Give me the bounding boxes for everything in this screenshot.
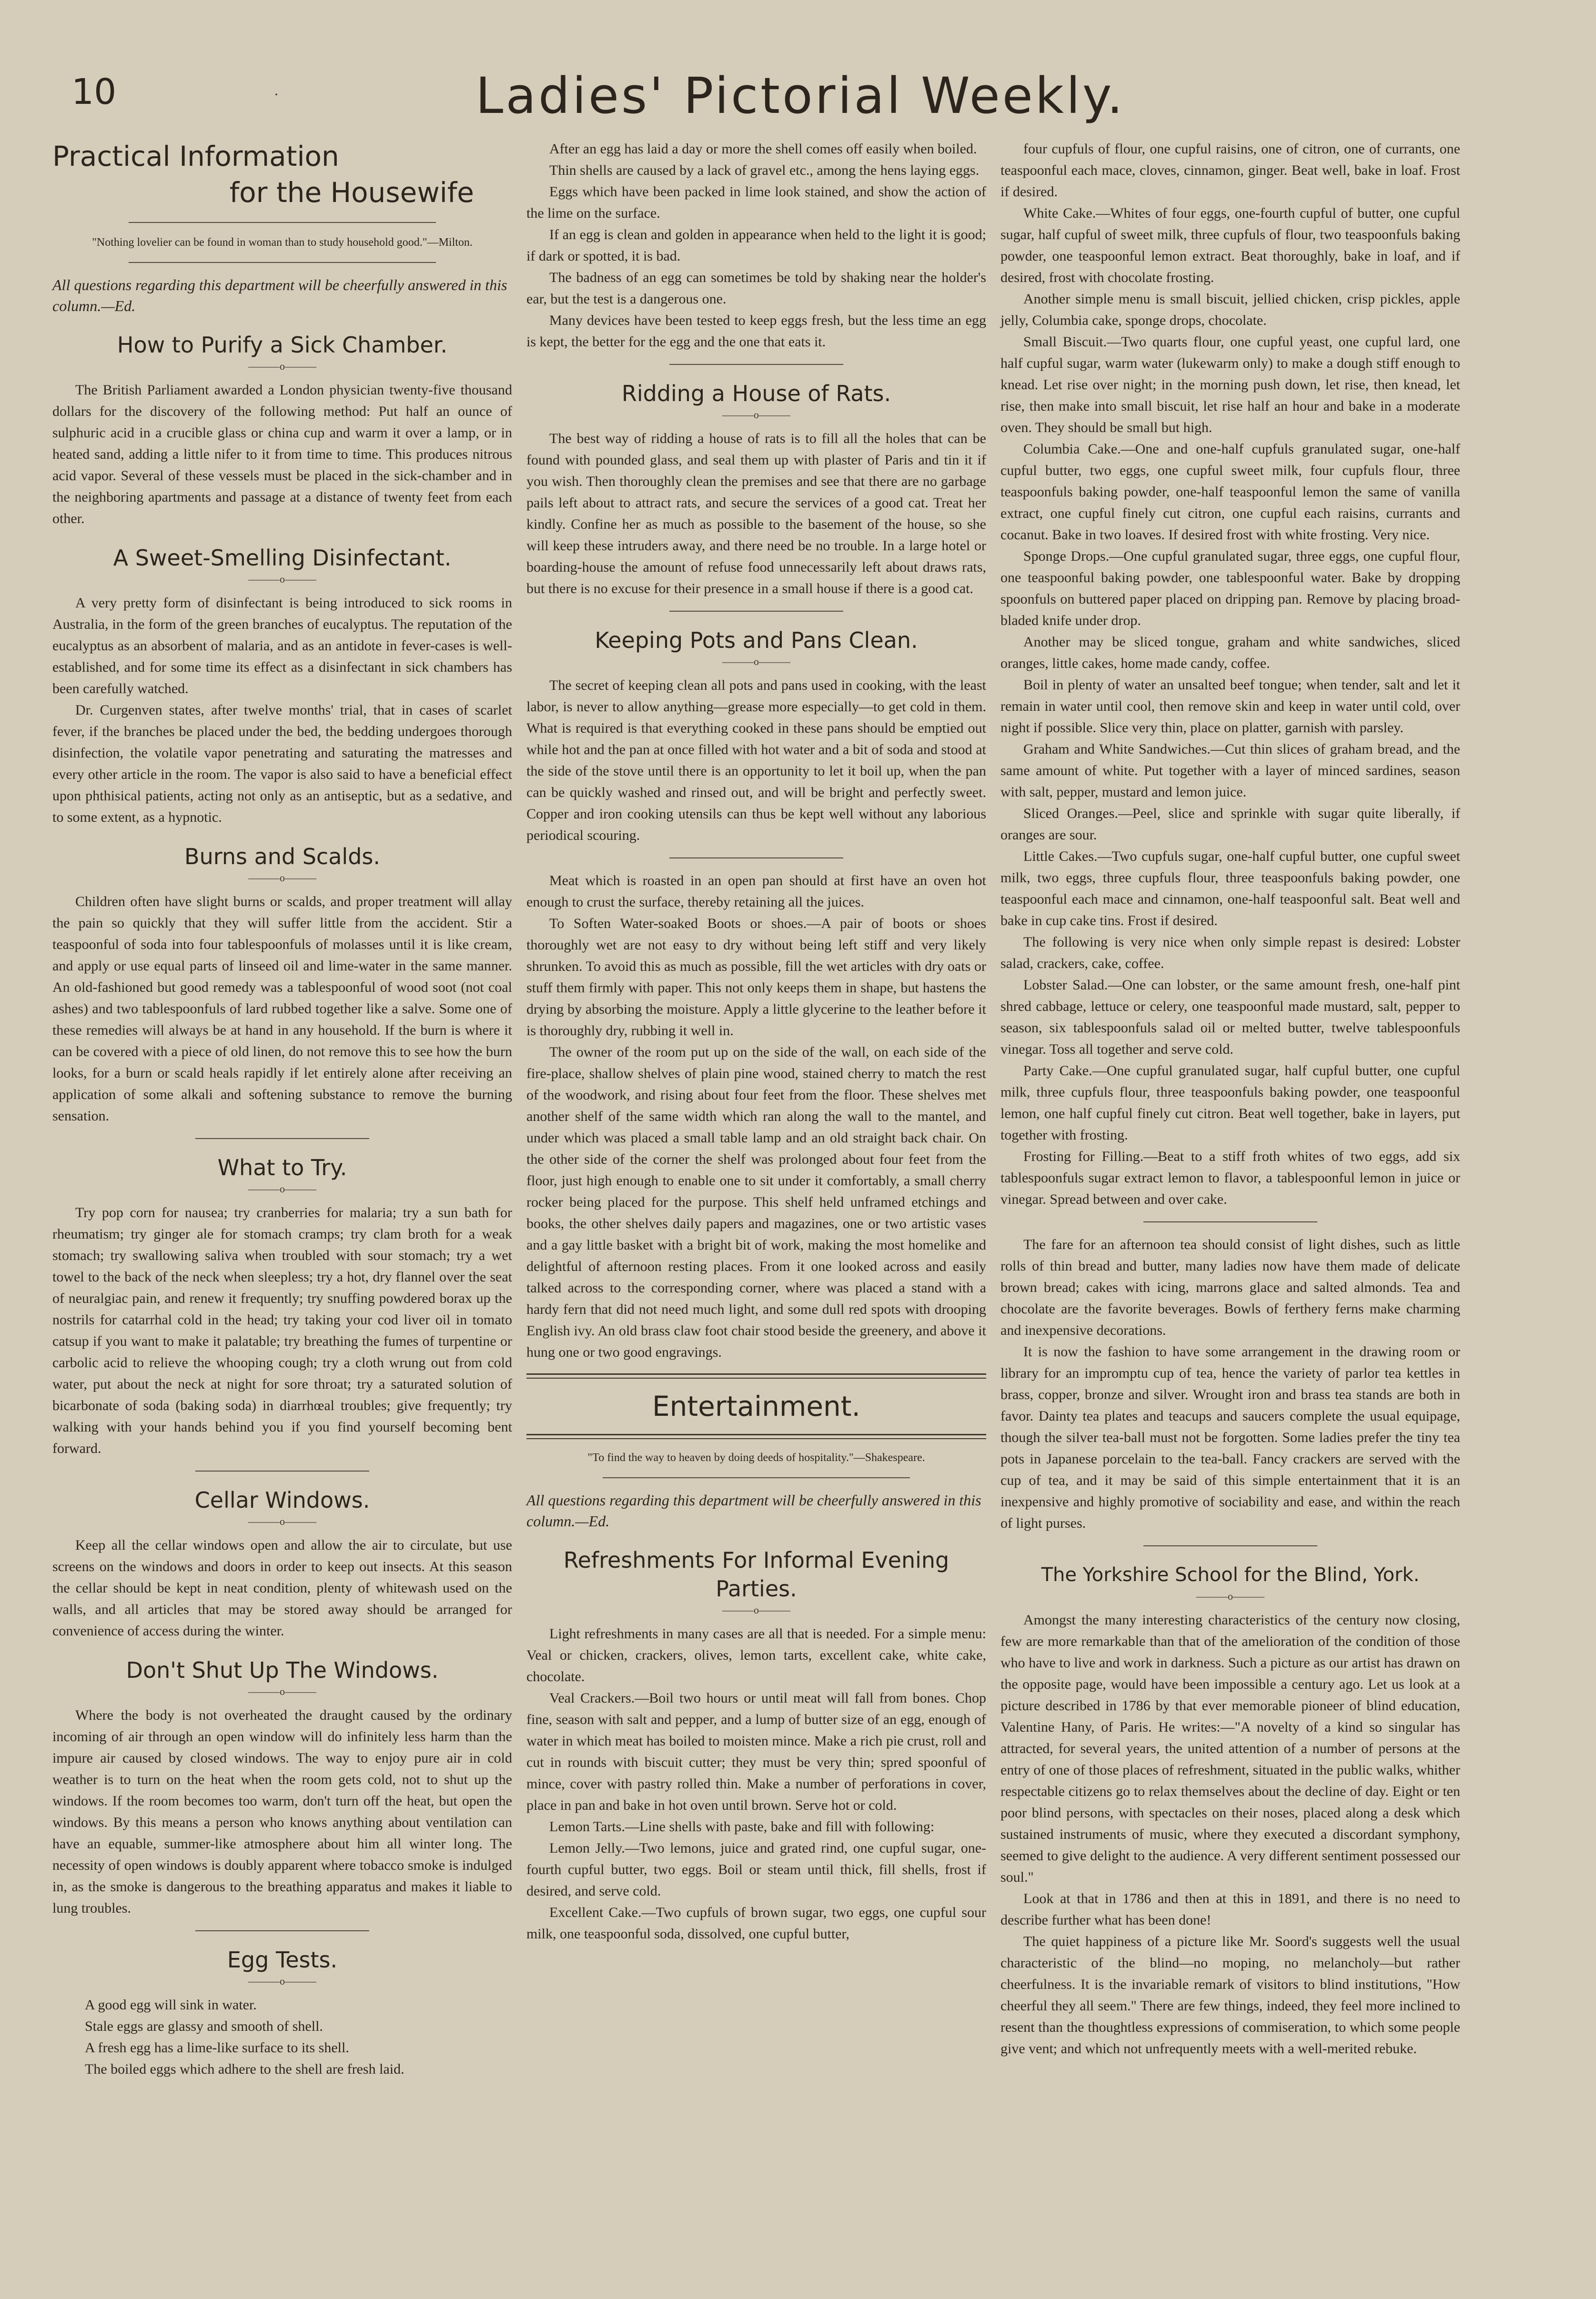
paragraph: Meat which is roasted in an open pan should at first have an oven hot enough to crust the surface, thereby retaining all the juices. bbox=[526, 873, 986, 910]
epigraph: "Nothing lovelier can be found in woman than to study household good."—Milton. bbox=[92, 236, 473, 249]
divider bbox=[195, 1471, 369, 1472]
paragraph: Light refreshments in many cases are all that is needed. For a simple menu: Veal or chicken, crackers, olives, lemon tarts, excellent cake, white cake, chocolate. bbox=[526, 1626, 986, 1684]
heading-egg-tests: Egg Tests. bbox=[227, 1947, 338, 1973]
paragraph: Frosting for Filling.—Beat to a stiff froth whites of two eggs, add six tablespoonfuls sugar extract lemon to flavor, a tablespoonful lemon in juice or vinegar. Spread between and over cake. bbox=[1000, 1149, 1460, 1207]
header-dot: · bbox=[274, 87, 279, 102]
paragraph: Amongst the many interesting characteristics of the century now closing, few are more remarkable than that of the amelioration of the condition of those who have to live and work in darkness. Such a picture as our artist has drawn on the opposite page, would have been impossible a century ago. Let us look at a picture described in 1786 by that ever memorable pioneer of blind education, Valentine Hany, of Paris. He writes:—"A novelty of a kind so singular has attracted, for several years, the united attention of a number of persons at the entry of one of those places of refreshment, situated in the public walks, whither respectable citizens go to relax themselves about the decline of day. Eight or ten poor blind persons, with spectacles on their noses, placed along a desk which sustained instruments of music, where they executed a discordant symphony, seemed to give delight to the audience. A very different sentiment possessed our soul." bbox=[1000, 1612, 1460, 1885]
column-2 bbox=[526, 138, 986, 1945]
title-line-1: Practical Information bbox=[52, 140, 339, 172]
paragraph: If an egg is clean and golden in appearance when held to the light it is good; if dark or spotted, it is bad. bbox=[526, 227, 986, 264]
heading-rats: Ridding a House of Rats. bbox=[621, 381, 891, 406]
divider bbox=[1143, 1221, 1317, 1222]
ornament: ———o——— bbox=[248, 1975, 316, 1987]
section-divider bbox=[526, 1373, 986, 1379]
section-title-practical-information bbox=[52, 138, 512, 211]
divider bbox=[669, 611, 843, 612]
editor-note: All questions regarding this department will be cheerfully answered in this column.—Ed. bbox=[526, 1492, 981, 1530]
title-line-2: for the Housewife bbox=[229, 176, 474, 209]
paragraph: Look at that in 1786 and then at this in 1891, and there is no need to describe further what has been done! bbox=[1000, 1891, 1460, 1928]
paragraph: Sliced Oranges.—Peel, slice and sprinkle with sugar quite liberally, if oranges are sour. bbox=[1000, 806, 1460, 843]
list-item: Stale eggs are glassy and smooth of shell. bbox=[85, 2018, 323, 2034]
paragraph: Veal Crackers.—Boil two hours or until meat will fall from bones. Chop fine, season with salt and pepper, and a lump of butter size of an egg, enough of water in which meat has boiled to moisten mince. Make a rich pie crust, roll and cut in rounds with biscuit cutter; they must be very thin; spred spoonful of mince, cover with pastry rolled thin. Make a number of perforations in cover, place in pan and bake in hot oven until brown. Serve hot or cold. bbox=[526, 1690, 986, 1813]
paragraph: Excellent Cake.—Two cupfuls of brown sugar, two eggs, one cupful sour milk, one teaspoonful soda, dissolved, one cupful butter, bbox=[526, 1905, 986, 1942]
paragraph: Little Cakes.—Two cupfuls sugar, one-half cupful butter, one cupful sweet milk, two eggs, three cupfuls flour, three teaspoonfuls baking powder, one teaspoonful each mace and cinnamon, one-half teaspoonful salt. Beat well and bake in cup cake tins. Frost if desired. bbox=[1000, 848, 1460, 928]
paragraph: Thin shells are caused by a lack of gravel etc., among the hens laying eggs. bbox=[549, 162, 980, 178]
ornament: ———o——— bbox=[248, 573, 316, 585]
paragraph: After an egg has laid a day or more the shell comes off easily when boiled. bbox=[549, 141, 977, 157]
divider bbox=[1143, 1545, 1317, 1546]
paragraph: The secret of keeping clean all pots and pans used in cooking, with the least labor, is never to allow anything—grease more especially—to get cold in them. What is required is that everything cooked in these pans should be emptied out while hot and the pan at once filled with hot water and a bit of soda and stood at the side of the stove until there is an opportunity to let it boil up, when the pan can be quickly washed and rinsed out, and will be bright and perfectly sweet. Copper and iron cooking utensils can thus be kept well without any laborious periodical scouring. bbox=[526, 677, 986, 843]
heading-entertainment: Entertainment. bbox=[652, 1390, 860, 1422]
heading-burns-scalds: Burns and Scalds. bbox=[184, 844, 380, 869]
paragraph: Eggs which have been packed in lime look stained, and show the action of the lime on the surface. bbox=[526, 184, 986, 221]
divider bbox=[669, 857, 843, 858]
paragraph: It is now the fashion to have some arrangement in the drawing room or library for an impromptu cup of tea, hence the variety of parlor tea kettles in brass, copper, bronze and silver. Wrought iron and brass tea stands are both in favor. Dainty tea plates and teacups and saucers complete the usual equipage, though the silver tea-ball must not be forgotten. Some ladies prefer the tiny tea pots in Japanese porcelain to the tea-ball. Fancy crackers are served with the cup of tea, and it may be said of this simple entertainment that it is an inexpensive and highly promotive of sociability and ease, and within the reach of light purses. bbox=[1000, 1344, 1460, 1531]
paragraph: Boil in plenty of water an unsalted beef tongue; when tender, salt and let it remain in water until cool, then remove skin and keep in water until cold, over night if possible. Slice very thin, place on platter, garnish with parsley. bbox=[1000, 677, 1460, 736]
section-divider bbox=[526, 1434, 986, 1439]
paragraph: The British Parliament awarded a London physician twenty-five thousand dollars for the discovery of the following method: Put half an ounce of sulphuric acid in a crucible glass or china cup and warm it over a lamp, or in heated sand, adding a little nifer to it from time to time. This produces nitrous acid vapor. Several of these vessels must be placed in the sick-chamber and in the neighboring apartments and passage at a distance of twenty feet from each other. bbox=[52, 382, 512, 526]
ornament: ———o——— bbox=[248, 872, 316, 884]
paragraph: The best way of ridding a house of rats is to fill all the holes that can be found with pounded glass, and seal them up with plaster of Paris and tin it if you wish. Then thoroughly clean the premises and see that there are no garbage pails left about to attract rats, and secure the services of a good cat. Treat her kindly. Confine her as much as possible to the basement of the house, so she will keep these intruders away, and there need be no trouble. In a large hotel or boarding-house the amount of refuse food unnecessarily left about draws rats, but there is no excuse for their presence in a small house if there is a good cat. bbox=[526, 431, 986, 596]
heading-cellar-windows: Cellar Windows. bbox=[194, 1487, 370, 1513]
paragraph: The quiet happiness of a picture like Mr. Soord's suggests well the usual characteristic of the blind—no moping, no melancholy—but rather cheerfulness. It is the invariable remark of visitors to blind institutions, "How cheerful they all seem." There are few things, indeed, they feel more inclined to resent than the thoughtless expressions of commiseration, to which some people give vent; and which not unfrequently meets with a well-merited rebuke. bbox=[1000, 1934, 1460, 2057]
heading-disinfectant: A Sweet-Smelling Disinfectant. bbox=[113, 545, 452, 571]
heading-shut-windows: Don't Shut Up The Windows. bbox=[126, 1657, 439, 1683]
divider bbox=[129, 222, 436, 223]
divider bbox=[669, 364, 843, 365]
paragraph: Party Cake.—One cupful granulated sugar, half cupful butter, one cupful milk, three cupfuls flour, three teaspoonfuls baking powder, one teaspoonful lemon, one half cupful finely cut citron. Beat well together, bake in layers, put together with frosting. bbox=[1000, 1063, 1460, 1143]
paragraph: Lobster Salad.—One can lobster, or the same amount fresh, one-half pint shred cabbage, lettuce or celery, one teaspoonful made mustard, salt, pepper to season, six tablespoonfuls salad oil or melted butter, twelve tablespoonfuls vinegar. Toss all together and serve cold. bbox=[1000, 977, 1460, 1057]
column-3 bbox=[1000, 138, 1460, 2059]
list-item: The boiled eggs which adhere to the shell are fresh laid. bbox=[85, 2061, 404, 2077]
paragraph: The fare for an afternoon tea should consist of light dishes, such as little rolls of thin bread and butter, many ladies now have them made of delicate brown bread; cakes with icing, marrons glace and salted almonds. Tea and chocolate are the favorite beverages. Bowls of ferthery ferns make charming and inexpensive decorations. bbox=[1000, 1237, 1460, 1338]
ornament: ———o——— bbox=[248, 360, 316, 372]
ornament: ———o——— bbox=[722, 409, 790, 421]
ornament: ———o——— bbox=[722, 655, 790, 667]
heading-what-to-try: What to Try. bbox=[217, 1155, 347, 1180]
epigraph: "To find the way to heaven by doing deeds of hospitality."—Shakespeare. bbox=[587, 1452, 925, 1464]
ornament: ———o——— bbox=[248, 1685, 316, 1697]
ornament: ———o——— bbox=[1196, 1590, 1264, 1602]
paragraph: Lemon Tarts.—Line shells with paste, bake and fill with following: bbox=[549, 1819, 935, 1835]
paragraph: Graham and White Sandwiches.—Cut thin slices of graham bread, and the same amount of white. Put together with a layer of minced sardines, season with salt, pepper, mustard and lemon juice. bbox=[1000, 741, 1460, 800]
heading-refreshments: Refreshments For Informal Evening Parties. bbox=[563, 1547, 950, 1602]
divider bbox=[129, 262, 436, 263]
heading-yorkshire-school: The Yorkshire School for the Blind, York. bbox=[1041, 1564, 1420, 1586]
list-item: A good egg will sink in water. bbox=[85, 1997, 257, 2013]
paragraph: Many devices have been tested to keep eggs fresh, but the less time an egg is kept, the better for the egg and the one that eats it. bbox=[526, 313, 986, 350]
divider bbox=[195, 1138, 369, 1139]
paragraph: Small Biscuit.—Two quarts flour, one cupful yeast, one cupful lard, one half cupful sugar, warm water (lukewarm only) to make a dough stiff enough to knead. Let rise over night; in the morning push down, let rise, then knead, let rise, then make into small biscuit, let rise half an hour and bake in a moderate oven. They should be small but high. bbox=[1000, 334, 1460, 435]
paragraph: White Cake.—Whites of four eggs, one-fourth cupful of butter, one cupful sugar, half cupful of sweet milk, three cupfuls of flour, two teaspoonfuls baking powder, one teaspoonful lemon extract. Beat thoroughly, bake in loaf, and if desired, frost with chocolate frosting. bbox=[1000, 205, 1460, 285]
paragraph: A very pretty form of disinfectant is being introduced to sick rooms in Australia, in the form of the green branches of eucalyptus. The reputation of the eucalyptus as an absorbent of malaria, and as an antidote in fever-cases is well-established, and for some time its effect as a disinfectant in sick chambers has been carefully watched. bbox=[52, 595, 512, 696]
masthead-title: Ladies' Pictorial Weekly. bbox=[475, 67, 1125, 125]
divider bbox=[195, 1930, 369, 1931]
paragraph: Children often have slight burns or scalds, and proper treatment will allay the pain so quickly that they will suffer little from the accident. Stir a teaspoonful of soda into four tablespoonfuls of molasses until it is like cream, and apply or use equal parts of linseed oil and lime-water in the same manner. An old-fashioned but good remedy was a tablespoonful of wood soot (not coal ashes) and two tablespoonfuls of lard rubbed together like a salve. Some one of these remedies will always be at hand in any household. If the burn is where it can be covered with a piece of old linen, do not remove this to see how the burn looks, for a burn or scald heals rapidly if let entirely alone after receiving an application of some alkali and softening substance to remove the burning sensation. bbox=[52, 894, 512, 1124]
page-number: 10 bbox=[71, 71, 117, 112]
paragraph: Another simple menu is small biscuit, jellied chicken, crisp pickles, apple jelly, Columbia cake, sponge drops, chocolate. bbox=[1000, 291, 1460, 328]
paragraph: Keep all the cellar windows open and allow the air to circulate, but use screens on the windows and doors in order to keep out insects. At this season the cellar should be kept in neat condition, plenty of whitewash used on the walls, and all articles that may be stored away should be arranged for convenience of access during the winter. bbox=[52, 1537, 512, 1639]
ornament: ———o——— bbox=[248, 1183, 316, 1195]
heading-sick-chamber: How to Purify a Sick Chamber. bbox=[117, 332, 448, 358]
paragraph: The following is very nice when only simple repast is desired: Lobster salad, crackers, cake, coffee. bbox=[1000, 934, 1460, 971]
column-1 bbox=[52, 138, 512, 2080]
paragraph: Columbia Cake.—One and one-half cupfuls granulated sugar, one-half cupful butter, two eggs, one cupful sweet milk, four cupfuls flour, three teaspoonfuls baking powder, one-half teaspoonful lemon the same of vanilla extract, one cupful finely cut citron, one cupful each raisins, currants and cocanut. Bake in two loaves. If desired frost with white frosting. Very nice. bbox=[1000, 441, 1460, 543]
paragraph: four cupfuls of flour, one cupful raisins, one of citron, one of currants, one teaspoonful each mace, cloves, cinnamon, ginger. Beat well, bake in loaf. Frost if desired. bbox=[1000, 141, 1460, 200]
paragraph: Where the body is not overheated the draught caused by the ordinary incoming of air through an open window will do infinitely less harm than the impure air caused by closed windows. The way to enjoy pure air in cold weather is to turn on the heat when the room gets cold, not to shut up the windows. If the room becomes too warm, don't turn off the heat, but open the windows. By this means a person who knows anything about ventilation can have an equable, summer-like atmosphere about him all winter long. The necessity of open windows is doubly apparent where tobacco smoke is indulged in, as the smoke is dangerous to the breathing apparatus and makes it liable to lung troubles. bbox=[52, 1707, 512, 1916]
ornament: ———o——— bbox=[722, 1604, 790, 1616]
paragraph: The badness of an egg can sometimes be told by shaking near the holder's ear, but the test is a dangerous one. bbox=[526, 270, 986, 307]
paragraph: Dr. Curgenven states, after twelve months' trial, that in cases of scarlet fever, if the branches be placed under the bed, the bedding undergoes thorough disinfection, the volatile vapor penetrating and saturating the matresses and every other article in the room. The vapor is also said to have a beneficial effect upon phthisical patients, acting not only as an antiseptic, but as a sedative, and to some extent, as a hypnotic. bbox=[52, 702, 512, 825]
paragraph: Try pop corn for nausea; try cranberries for malaria; try a sun bath for rheumatism; try ginger ale for stomach cramps; try clam broth for a weak stomach; try swallowing saliva when troubled with sour stomach; try a wet towel to the back of the neck when sleepless; try a hot, dry flannel over the seat of neuralgiac pain, and renew it frequently; try snuffing powdered borax up the nostrils for catarrhal cold in the head; try taking your cod liver oil in tomato catsup if you want to make it palatable; try breathing the fumes of turpentine or carbolic acid to relieve the whooping cough; try a cloth wrung out from cold water, put about the neck at night for sore throat; try a saturated solution of bicarbonate of soda (baking soda) in diarrhœal troubles; give frequently; try walking with your hands behind you if you find yourself becoming bent forward. bbox=[52, 1205, 512, 1456]
paragraph: Sponge Drops.—One cupful granulated sugar, three eggs, one cupful flour, one teaspoonful baking powder, one tablespoonful water. Bake by dropping spoonfuls on buttered paper placed on dripping pan. Remove by placing broad-bladed knife under drop. bbox=[1000, 548, 1460, 628]
editor-note: All questions regarding this department will be cheerfully answered in this column.—Ed. bbox=[52, 276, 507, 314]
paragraph: The owner of the room put up on the side of the wall, on each side of the fire-place, shallow shelves of plain pine wood, stained cherry to match the rest of the woodwork, and rising about four feet from the floor. These shelves met another shelf of the same width which ran along the wall to the mantel, and under which was placed a small table lamp and an old straight back chair. On the other side of the corner the shelf was prolonged about four feet from the floor, just high enough to enable one to sit under it comfortably, a small cherry rocker being placed for the purpose. This shelf held unframed etchings and books, the other shelves daily papers and magazines, one or two artistic vases and a gay little basket with a bright bit of work, making the most homelike and delightful of afternoon resting places. From it one looked across and easily talked across to the corresponding corner, where was placed a stand with a hardy fern that did not need much light, and some dull red spots with drooping English ivy. An old brass claw foot chair stood beside the greenery, and above it hung one or two good engravings. bbox=[526, 1044, 986, 1360]
list-item: A fresh egg has a lime-like surface to its shell. bbox=[85, 2040, 349, 2056]
divider bbox=[603, 1477, 910, 1478]
ornament: ———o——— bbox=[248, 1515, 316, 1527]
paragraph: Another may be sliced tongue, graham and white sandwiches, sliced oranges, little cakes, home made candy, coffee. bbox=[1000, 634, 1460, 671]
heading-pots-pans: Keeping Pots and Pans Clean. bbox=[595, 627, 918, 653]
paragraph: To Soften Water-soaked Boots or shoes.—A pair of boots or shoes thoroughly wet are not easy to dry without being left stiff and very likely shrunken. To avoid this as much as possible, fill the wet articles with dry oats or stuff them firmly with paper. This not only keeps them in shape, but hastens the drying by absorbing the moisture. Apply a little glycerine to the leather before it is thoroughly dry, rubbing it well in. bbox=[526, 916, 986, 1039]
paragraph: Lemon Jelly.—Two lemons, juice and grated rind, one cupful sugar, one-fourth cupful butter, two eggs. Boil or steam until thick, fill shells, frost if desired, and serve cold. bbox=[526, 1840, 986, 1899]
